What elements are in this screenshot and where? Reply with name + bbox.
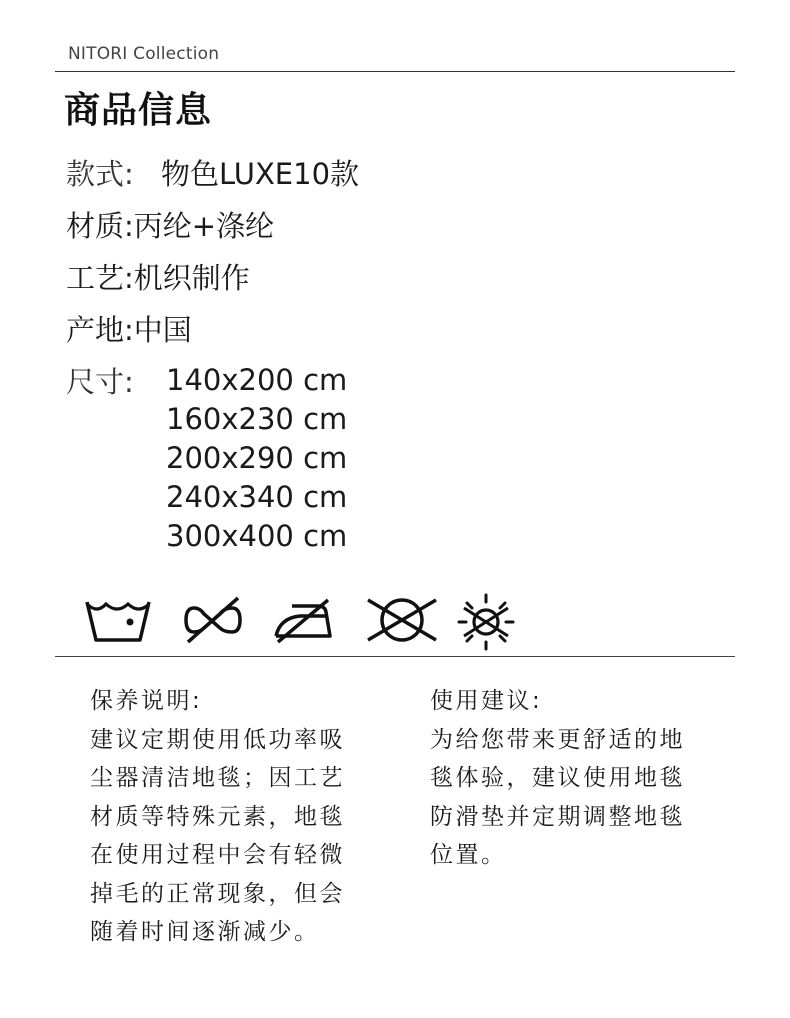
usage-suggestions — [430, 682, 720, 875]
no-dry-clean-icon — [364, 592, 440, 646]
usage-heading: 使用建议: — [430, 688, 543, 714]
usage-line: 为给您带来更舒适的地 — [430, 726, 685, 753]
care-line: 掉毛的正常现象，但会 — [90, 880, 345, 907]
size-item: 140x200 cm — [166, 363, 348, 397]
usage-line: 位置。 — [430, 842, 507, 868]
no-wring-icon — [180, 592, 246, 646]
care-instructions — [90, 682, 380, 952]
spec-style-label: 款式: — [66, 157, 134, 191]
spec-material-label: 材质: — [66, 209, 134, 243]
size-item: 160x230 cm — [166, 402, 348, 436]
size-item: 240x340 cm — [166, 480, 348, 514]
spec-material-value: 丙纶+涤纶 — [133, 209, 275, 243]
care-line: 尘器清洁地毯；因工艺 — [90, 765, 345, 791]
page-title: 商品信息 — [64, 90, 213, 131]
no-iron-icon — [270, 592, 336, 646]
size-item: 300x400 cm — [166, 519, 348, 553]
care-line: 材质等特殊元素，地毯 — [90, 803, 345, 830]
usage-line: 毯体验，建议使用地毯 — [430, 765, 685, 791]
spec-material — [66, 204, 274, 245]
size-label: 尺寸: — [66, 365, 134, 399]
size-item: 200x290 cm — [166, 441, 348, 475]
spec-craft-value: 机织制作 — [133, 261, 250, 295]
care-heading: 保养说明: — [90, 688, 203, 714]
spec-origin-label: 产地: — [66, 313, 134, 347]
spec-craft-label: 工艺: — [66, 261, 134, 295]
usage-line: 防滑垫并定期调整地毯 — [430, 803, 685, 830]
spec-style — [66, 152, 359, 193]
middle-divider — [55, 656, 735, 657]
no-sun-dry-icon — [456, 592, 516, 652]
brand-label: NITORI Collection — [68, 44, 220, 64]
care-line: 建议定期使用低功率吸 — [90, 726, 345, 753]
spec-origin-value: 中国 — [133, 313, 192, 347]
care-icons-row — [84, 592, 524, 652]
top-divider — [55, 71, 735, 72]
size-list — [166, 361, 347, 556]
care-line: 在使用过程中会有轻微 — [90, 842, 345, 868]
spec-craft — [66, 256, 250, 297]
spec-style-value: 物色LUXE10款 — [161, 157, 360, 191]
spec-origin — [66, 308, 192, 349]
hand-wash-icon — [84, 592, 152, 646]
care-line: 随着时间逐渐减少。 — [90, 919, 320, 945]
